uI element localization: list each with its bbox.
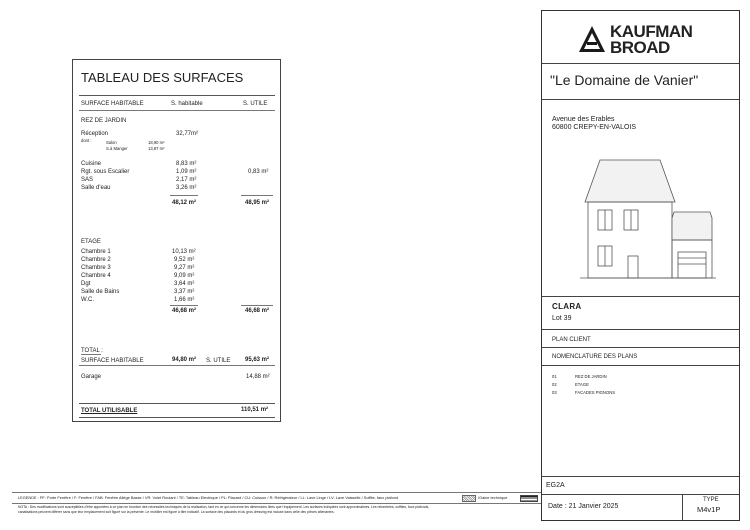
divider bbox=[682, 494, 683, 520]
plan-name: ETAGE bbox=[575, 382, 589, 387]
divider bbox=[542, 99, 739, 100]
logo-line1: KAUFMAN bbox=[610, 22, 693, 41]
row-label: Salle de Bains bbox=[81, 289, 120, 295]
sub-label: S.à Manger bbox=[106, 146, 128, 151]
row-label: Chambre 2 bbox=[81, 257, 111, 263]
divider bbox=[542, 329, 739, 330]
technique-hatch-icon bbox=[520, 495, 538, 502]
divider bbox=[542, 494, 739, 495]
row-label: Réception bbox=[81, 131, 109, 137]
subtotal-habitable: 46,68 m² bbox=[172, 308, 197, 314]
subtotal-line bbox=[170, 305, 198, 306]
divider bbox=[12, 503, 541, 504]
gaine-label: /Gaine technique bbox=[478, 495, 508, 500]
section-etage-label: ETAGE bbox=[81, 239, 101, 245]
row-value: 1,09 m² bbox=[176, 169, 197, 175]
row-label: Chambre 1 bbox=[81, 249, 111, 255]
row-label: W.C. bbox=[81, 297, 94, 303]
nota-line2: canalisations peuvent différer sans que leur emplacement soit figuré sur la présente. Le mobilier est figuré à titre indicatif. La surface des placards et du gros dressing est incluse dans celle des pièces attenantes. bbox=[18, 510, 335, 514]
divider bbox=[542, 365, 739, 366]
address-line2: 60800 CREPY-EN-VALOIS bbox=[552, 124, 637, 131]
plan-num: 03 bbox=[552, 390, 557, 395]
divider bbox=[542, 63, 739, 64]
plan-type: PLAN CLIENT bbox=[552, 337, 591, 343]
row-value: 8,83 m² bbox=[176, 161, 197, 167]
divider bbox=[79, 403, 275, 404]
divider bbox=[542, 347, 739, 348]
plan-num: 02 bbox=[552, 382, 557, 387]
divider bbox=[79, 365, 275, 366]
total-utile-value: 95,63 m² bbox=[245, 357, 270, 363]
total-habitable-value: 94,80 m² bbox=[172, 357, 197, 363]
row-label: Chambre 3 bbox=[81, 265, 111, 271]
logo-triangle-icon bbox=[578, 25, 606, 53]
nomenclature-title: NOMENCLATURE DES PLANS bbox=[552, 354, 638, 360]
row-value: 9,27 m² bbox=[174, 265, 195, 271]
divider bbox=[79, 110, 275, 111]
total-utilisable-label: TOTAL UTILISABLE bbox=[81, 408, 138, 414]
date: Date : 21 Janvier 2025 bbox=[548, 503, 619, 510]
drawing-code: EG2A bbox=[546, 482, 565, 489]
title-block bbox=[541, 10, 740, 521]
row-util: 0,83 m² bbox=[248, 169, 269, 175]
row-value: 3,26 m² bbox=[176, 185, 197, 191]
subtotal-utile: 48,95 m² bbox=[245, 200, 270, 206]
footer-legend bbox=[12, 492, 541, 518]
house-elevation-drawing bbox=[580, 154, 716, 280]
row-value: 9,09 m² bbox=[174, 273, 195, 279]
subtotal-line bbox=[170, 195, 198, 196]
divider bbox=[12, 492, 541, 493]
model-name: CLARA bbox=[552, 302, 582, 311]
plan-num: 01 bbox=[552, 374, 557, 379]
row-value: 3,64 m² bbox=[174, 281, 195, 287]
divider bbox=[79, 417, 275, 418]
row-label: Cuisine bbox=[81, 161, 102, 167]
section-rdj-label: REZ DE JARDIN bbox=[81, 118, 127, 124]
company-logo bbox=[578, 22, 708, 56]
row-label: Chambre 4 bbox=[81, 273, 111, 279]
divider bbox=[542, 476, 739, 477]
garage-label: Garage bbox=[81, 374, 102, 380]
plan-name: FACADES PIGNONS bbox=[575, 390, 616, 395]
row-value: 3,37 m² bbox=[174, 289, 195, 295]
row-label: Salle d'eau bbox=[81, 185, 111, 191]
surfaces-table bbox=[72, 59, 281, 422]
gaine-hatch-icon bbox=[462, 495, 476, 502]
type-value: M4v1P bbox=[697, 505, 721, 514]
row-label: Dgt bbox=[81, 281, 91, 287]
dont-label: dont : bbox=[81, 138, 92, 143]
header-surface-habitable: SURFACE HABITABLE bbox=[81, 101, 144, 107]
lot-number: Lot 39 bbox=[552, 315, 572, 322]
total-underline bbox=[81, 354, 101, 355]
row-value: 1,66 m² bbox=[174, 297, 195, 303]
row-label: SAS bbox=[81, 177, 94, 183]
total-utile-label: S. UTILE bbox=[206, 358, 231, 364]
garage-value: 14,88 m² bbox=[246, 374, 270, 380]
sub-value: 18,90 m² bbox=[148, 140, 165, 145]
subtotal-line bbox=[241, 195, 273, 196]
legend-text: LEGENDE : PF: Porte Fenêtre / F: Fenêtre / FAB: Fenêtre Allège Basse / VR: Volet Roulant / TE: Tableau Electrique / PL: Placard / CU: Cuisson / R: Réfrigérateur / LL: Lave Linge / LV: Lave Vaisselle / Soffite, faux plafond bbox=[18, 495, 399, 500]
logo-line2: BROAD bbox=[610, 38, 670, 57]
row-value: 9,52 m² bbox=[174, 257, 195, 263]
total-label: TOTAL : bbox=[81, 348, 103, 354]
address-line1: Avenue des Erables bbox=[552, 116, 615, 123]
row-value: 10,13 m² bbox=[172, 249, 196, 255]
sub-label: Salon bbox=[106, 140, 117, 145]
row-value: 32,77m² bbox=[176, 131, 199, 137]
header-s-habitable: S. habitable bbox=[171, 101, 203, 107]
nota-line1: NOTA : Des modifications sont susceptibles d'être apportées à ce plan en fonction des nécessités techniques de la réalisation, tant en ce qui concerne les dimensions liées que l'équipement. Les surfaces indiquées sont approximatives. Les retombées, soffites, faux plafonds, bbox=[18, 505, 430, 509]
row-value: 2,17 m² bbox=[176, 177, 197, 183]
divider bbox=[79, 95, 275, 96]
surfaces-title: TABLEAU DES SURFACES bbox=[81, 70, 244, 85]
project-name: "Le Domaine de Vanier" bbox=[550, 72, 699, 88]
subtotal-line bbox=[241, 305, 273, 306]
subtotal-utile: 46,68 m² bbox=[245, 308, 270, 314]
subtotal-habitable: 48,12 m² bbox=[172, 200, 197, 206]
total-habitable-label: SURFACE HABITABLE bbox=[81, 358, 144, 364]
row-label: Rgt. sous Escalier bbox=[81, 169, 130, 175]
divider bbox=[542, 296, 739, 297]
sub-value: 13,87 m² bbox=[148, 146, 165, 151]
plan-name: REZ DE JARDIN bbox=[575, 374, 607, 379]
total-utilisable-value: 110,51 m² bbox=[241, 407, 269, 413]
type-label: TYPE bbox=[703, 497, 719, 503]
header-s-utile: S. UTILE bbox=[243, 101, 268, 107]
